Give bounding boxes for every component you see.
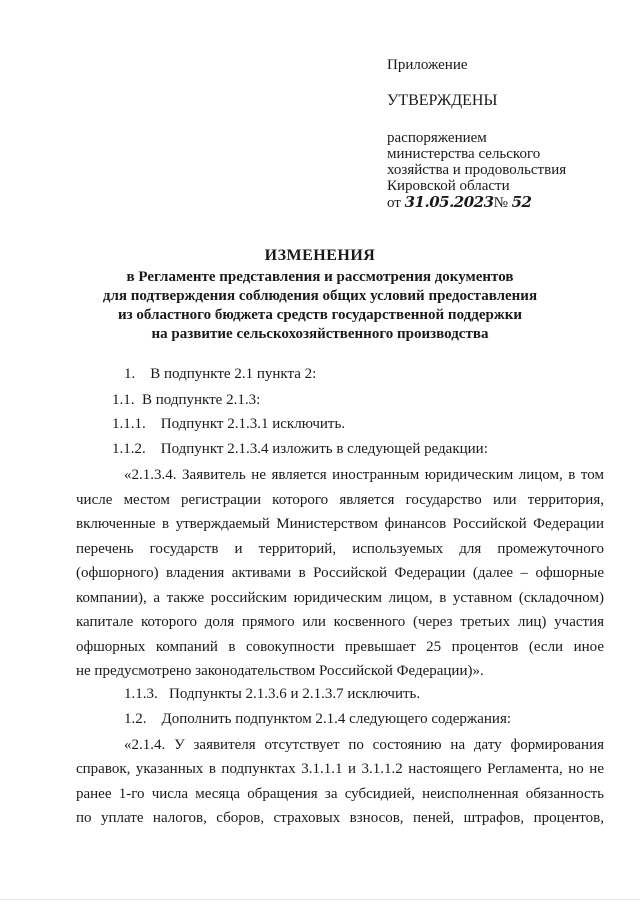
quote-line: перечень государств и территорий, используемых для промежуточного bbox=[76, 541, 604, 557]
item-1-1: 1.1. В подпункте 2.1.3: bbox=[112, 392, 261, 408]
title-line: на развитие сельскохозяйственного производства bbox=[151, 326, 489, 342]
handwritten-date: 31.05.2023 bbox=[404, 193, 494, 211]
quote-line: по уплате налогов, сборов, страховых взносов, пеней, штрафов, процентов, bbox=[76, 810, 604, 826]
quote-line: капитале которого доля прямого или косвенного (через третьих лиц) участия bbox=[76, 614, 604, 630]
quote-line: числе местом регистрации которого является государство или территория, bbox=[76, 492, 604, 508]
document-title: ИЗМЕНЕНИЯ bbox=[264, 247, 376, 264]
handwritten-number: 52 bbox=[511, 193, 532, 211]
item-1-2: 1.2. Дополнить подпунктом 2.1.4 следующего содержания: bbox=[124, 711, 512, 727]
title-line: для подтверждения соблюдения общих условий предоставления bbox=[102, 288, 538, 304]
item-1-1-2: 1.1.2. Подпункт 2.1.3.4 изложить в следующей редакции: bbox=[112, 441, 488, 457]
approval-line: распоряжением bbox=[387, 130, 487, 146]
approval-line: министерства сельского bbox=[387, 146, 541, 162]
item-1-1-3: 1.1.3. Подпункты 2.1.3.6 и 2.1.3.7 исключить. bbox=[124, 686, 421, 702]
approved-label: УТВЕРЖДЕНЫ bbox=[387, 92, 498, 109]
approval-date-line bbox=[387, 194, 566, 211]
approval-block bbox=[387, 130, 566, 211]
date-prefix: от bbox=[387, 195, 401, 211]
approval-line: Кировской области bbox=[387, 178, 510, 194]
quote-line: не предусмотрено законодательством Российской Федерации)». bbox=[76, 663, 484, 679]
quote-line: справок, указанных в подпунктах 3.1.1.1 и 3.1.1.2 настоящего Регламента, но не bbox=[76, 761, 604, 777]
item-1: 1. В подпункте 2.1 пункта 2: bbox=[124, 366, 317, 382]
quote-line: «2.1.3.4. Заявитель не является иностранным юридическим лицом, в том bbox=[124, 467, 604, 483]
appendix-label: Приложение bbox=[387, 57, 468, 73]
quote-line: «2.1.4. У заявителя отсутствует по состоянию на дату формирования bbox=[124, 737, 604, 753]
scan-edge bbox=[0, 899, 640, 900]
quote-line: офшорных компаний в совокупности превышает 25 процентов (если иное bbox=[76, 639, 604, 655]
approval-line: хозяйства и продовольствия bbox=[387, 162, 567, 178]
item-1-1-1: 1.1.1. Подпункт 2.1.3.1 исключить. bbox=[112, 416, 346, 432]
title-line: из областного бюджета средств государственной поддержки bbox=[118, 307, 522, 323]
number-sign: № bbox=[493, 195, 508, 211]
quote-line: включенные в утверждаемый Министерством финансов Российской Федерации bbox=[76, 516, 604, 532]
title-line: в Регламенте представления и рассмотрения документов bbox=[126, 269, 514, 285]
quote-line: ранее 1-го числа месяца обращения за субсидией, неисполненная обязанность bbox=[76, 786, 604, 802]
quote-line: компании), а также российским юридическим лицом, в уставном (складочном) bbox=[76, 590, 604, 606]
quote-line: (офшорного) владения активами в Российской Федерации (далее – офшорные bbox=[76, 565, 604, 581]
